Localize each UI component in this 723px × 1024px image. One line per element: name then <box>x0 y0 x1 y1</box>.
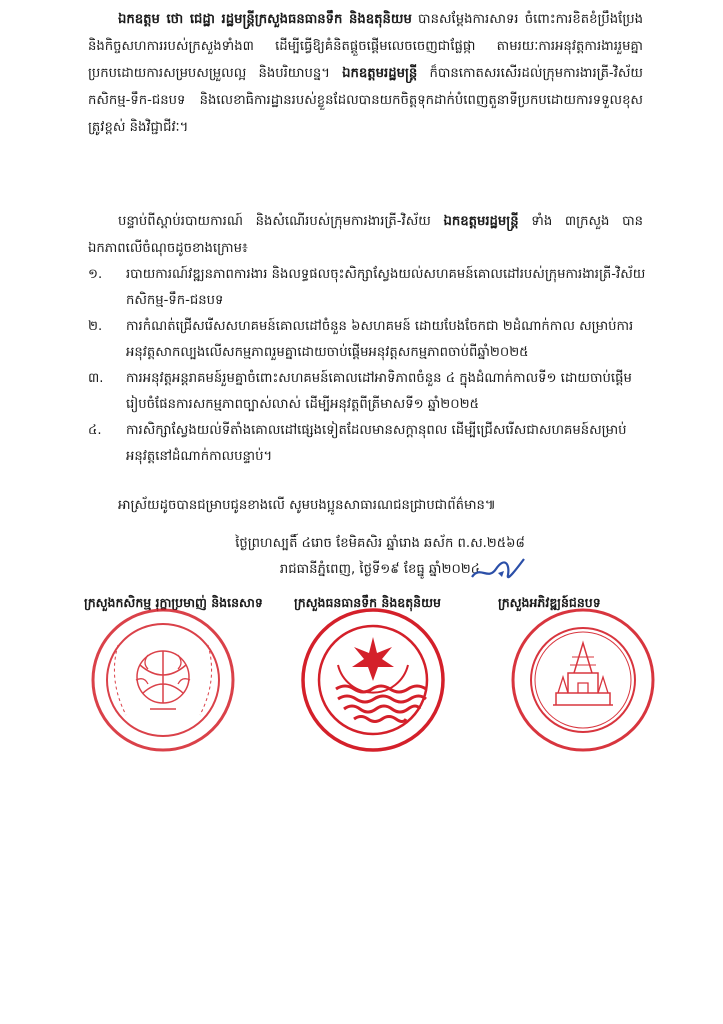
list-number: ៣. <box>88 371 104 386</box>
list-number: ៤. <box>88 423 102 438</box>
signature-mark <box>468 555 528 585</box>
paragraph-2-text-b: ទាំង ៣ក្រសួង បានឯកភាពលើចំណុចដូចខាងក្រោម៖ <box>88 214 643 256</box>
list-text: ការសិក្សាស្វែងយល់ទីតាំងគោលដៅផ្សេងទៀតដែលមានសក្តានុពល ដើម្បីជ្រើសរើសជាសហគមន៍សម្រាប់អនុវត្តនៅដំណាក់កាលបន្ទាប់។ <box>126 423 627 464</box>
list-number: ១. <box>88 267 103 282</box>
agriculture-seal <box>88 605 238 755</box>
list-text: ការអនុវត្តអន្តរាគមន៍រួមគ្នាចំពោះសហគមន៍គោលដៅអាទិភាពចំនួន ៤ ក្នុងដំណាក់កាលទី១ ដោយចាប់ផ្តើមរៀបចំផែនការសកម្មភាពច្បាស់លាស់ ដើម្បីអនុវត្តពីត្រីមាសទី១ ឆ្នាំ២០២៥ <box>126 371 632 412</box>
lunar-date: ថ្ងៃព្រហស្បតិ៍ ៤រោច ខែមិគសិរ ឆ្នាំរោង ឆស័ក ព.ស.២៥៦៨ <box>235 536 525 551</box>
list-item <box>88 418 648 470</box>
ministry-rural-name: ក្រសួងអភិវឌ្ឍន៍ជនបទ <box>498 595 601 610</box>
paragraph-2-text-a: បន្ទាប់ពីស្តាប់របាយការណ៍ និងសំណើរបស់ក្រុមការងារត្រី-វិស័យ <box>118 214 444 229</box>
list-item <box>88 314 648 366</box>
paragraph-1 <box>88 6 643 141</box>
closing-line: អាស្រ័យដូចបានជម្រាបជូនខាងលើ សូមបងប្អូនសាធារណជនជ្រាបជាព័ត៌មាន៕ <box>118 498 496 513</box>
paragraph-1-text-a: បានសម្តែងការសាទរ ចំពោះការខិតខំប្រឹងប្រែង និងកិច្ចសហការរបស់ក្រសួងទាំង៣ ដើម្បីធ្វើឱ្យគំនិតផ្តួចផ្តើមលេចចេញជាផ្លែផ្កា តាមរយៈការអនុវត្តការងាររួមគ្នាប្រកបដោយការសម្របសម្រួលល្អ និងបរិយាបន្ន។ <box>88 12 643 81</box>
solar-date: រាជធានីភ្នំពេញ, ថ្ងៃទី១៩ ខែធ្នូ ឆ្នាំ២០២៤ <box>279 562 481 577</box>
list-number: ២. <box>88 319 103 334</box>
list-item <box>88 366 648 418</box>
minister-title: ឯកឧត្តមរដ្ឋមន្ត្រី <box>342 66 418 81</box>
paragraph-2 <box>88 208 643 262</box>
minister-name: ឯកឧត្តម ថោ ជេដ្ឋា រដ្ឋមន្ត្រីក្រសួងធនធានទឹក និងឧតុនិយម <box>118 12 412 27</box>
rural-development-seal <box>508 605 658 755</box>
list-item <box>88 262 648 314</box>
ministry-agriculture-name: ក្រសួងកសិកម្ម រុក្ខាប្រមាញ់ និងនេសាទ <box>84 595 263 610</box>
ministers-bold: ឯកឧត្តមរដ្ឋមន្ត្រី <box>443 214 519 229</box>
list-text: របាយការណ៍វឌ្ឍនភាពការងារ និងលទ្ធផលចុះសិក្សាស្វែងយល់សហគមន៍គោលដៅរបស់ក្រុមការងារត្រី-វិស័យ កសិកម្ម-ទឹក-ជនបទ <box>126 267 646 308</box>
water-resources-seal <box>298 605 448 755</box>
ministry-water-name: ក្រសួងធនធានទឹក និងឧតុនិយម <box>294 595 441 610</box>
list-text: ការកំណត់ជ្រើសរើសសហគមន៍គោលដៅចំនួន ៦សហគមន៍ ដោយបែងចែកជា ២ដំណាក់កាល សម្រាប់ការអនុវត្តសាកល្បងលើសកម្មភាពរួមគ្នាដោយចាប់ផ្តើមអនុវត្តសកម្មភាពចាប់ពីឆ្នាំ២០២៥ <box>126 319 634 360</box>
paragraph-1-text-b: ក៏បានកោតសរសើរដល់ក្រុមការងារត្រី-វិស័យ កសិកម្ម-ទឹក-ជនបទ និងលេខាធិការដ្ឋានរបស់ខ្លួនដែលបានយកចិត្តទុកដាក់បំពេញតួនាទីប្រកបដោយការទទួលខុសត្រូវខ្ពស់ និងវិជ្ជាជីវៈ។ <box>88 66 643 135</box>
agreement-list <box>88 262 648 470</box>
